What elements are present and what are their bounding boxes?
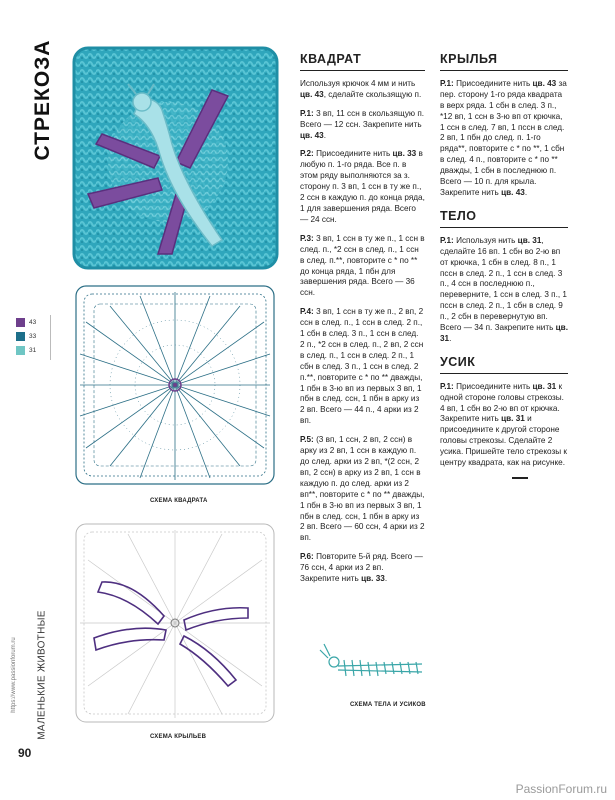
row-text: Р.2: Присоедините нить цв. 33 в любую п. 1-го ряда. Все п. в этом ряду выполняются за з. сторону п. 3 вп, 1 ссн в ту же п., 2 ссн в каждую п. до конца ряда, 1 для завершения ряда. Всего — 24 ссн. [300,149,425,224]
row-text: Р.6: Повторите 5-й ряд. Всего — 76 ссн, 4 арки из 2 вп. Закрепите нить цв. 33. [300,552,423,584]
right-column [440,54,568,479]
kvadrat-intro: Используя крючок 4 мм и нить цв. 43, сделайте скользящую п. [300,78,422,99]
wings-chart [72,520,278,730]
legend-swatch [16,318,25,327]
row-text: Р.1: Используя нить цв. 31, сделайте 16 вп. 1 сбн во 2-ю вп от крючка, 1 сбн в след. 8 п., 1 пссн в след. 2 п., 1 ссн в след. 3 п., 4 ссн в последнюю п., переверните, 1 ссн в след. 3 п., 1 пссн в след. 2 п., 1 сбн в след. 9 п., 2 сбн в перевернутую вп. Всего — 34 п. Закрепите нить цв. 31. [440,235,568,343]
row-text: Р.5: (3 вп, 1 ссн, 2 вп, 2 ссн) в арку из 2 вп, 1 ссн в каждую п. до след. арки из 2 вп, *(2 ссн, 2 вп, 2 ссн) в арку из 2 вп, 1 ссн в каждую п. до след. арки из 2 вп**, повторите с * по ** дважды, 1 пбн в 3-ю вп из первых 3 вп, 1 пбн в след. ссн, 1 пбн в арку из 2 вп. Всего — 60 ссн, 4 арки из 2 вп. [300,435,425,543]
legend-item: 33 [16,329,50,343]
body-chart-caption: СХЕМА ТЕЛА И УСИКОВ [350,702,426,708]
row-text: Р.1: Присоедините нить цв. 31 к одной стороне головы стрекозы. 4 вп, 1 сбн во 2-ю вп от крючка. Закрепите нить цв. 31 и присоедините к другой стороне головы стрекозы. Сделайте 2 усика. Пришейте тело стрекозы к центру квадрата, как на рисунке. [440,381,567,468]
end-mark [512,477,528,479]
square-chart-caption: СХЕМА КВАДРАТА [150,498,208,504]
usik-heading: УСИК [440,357,568,374]
legend-item: 43 [16,315,50,329]
body-chart [316,640,424,698]
wings-chart-caption: СХЕМА КРЫЛЬЕВ [150,734,207,740]
kvadrat-heading: КВАДРАТ [300,54,425,71]
legend-item: 31 [16,343,50,357]
legend-swatch [16,332,25,341]
page-title: СТРЕКОЗА [31,39,54,160]
row-text: Р.3: 3 вп, 1 ссн в ту же п., 1 ссн в след. п., *2 ссн в след. п., 1 ссн в след. п.**, повторите с * по ** до конца ряда, 1 пбн для завершения ряда. Всего — 36 ссн. [300,233,425,298]
color-legend [16,315,51,360]
crochet-photo [72,44,280,270]
row-text: Р.4: 3 вп, 1 ссн в ту же п., 2 вп, 2 ссн в след. п., 1 ссн в след. 2 п., 1 сбн в след. 3 п., 1 ссн в след. 2 п., *2 ссн в след. п., 2 вп, 2 ссн в след. п., 1 ссн в след. 2 п., 1 сбн в след. 3 п., 1 ссн в след. 2 п.**, повторите с * по ** дважды, 1 пбн в 3-ю вп из первых 3 вп, 1 пбн в след. ссн, 1 пбн в арку из 2 вп. Всего — 44 п., 4 арки из 2 вп. [300,307,424,426]
section-label: МАЛЕНЬКИЕ ЖИВОТНЫЕ [36,610,48,740]
row-text: Р.1: Присоедините нить цв. 43 за пер. сторону 1-го ряда квадрата в верх ряда. 1 сбн в след. 3 п., *12 вп, 1 ссн в 3-ю вп от крючка, 1 ссн в след. 7 вп, 1 пссн в след. 2 вп, 1 пбн до след. п. 1-го ряда**, повторите с * по **, 1 сбн в след. 4 п., повторите с * по ** дважды, 1 сбн в последнюю п. Всего — 10 п. для крыла. Закрепите нить цв. 43. [440,78,567,197]
row-text: Р.1: 3 вп, 11 ссн в скользящую п. Всего — 12 ссн. Закрепите нить цв. 43. [300,108,425,140]
telo-heading: ТЕЛО [440,211,568,228]
square-chart [70,282,280,494]
krylya-heading: КРЫЛЬЯ [440,54,568,71]
source-url: https://www.passionforum.ru [11,637,17,713]
page-number: 90 [18,746,32,760]
legend-swatch [16,346,25,355]
kvadrat-section [300,54,425,593]
watermark: PassionForum.ru [515,782,607,796]
